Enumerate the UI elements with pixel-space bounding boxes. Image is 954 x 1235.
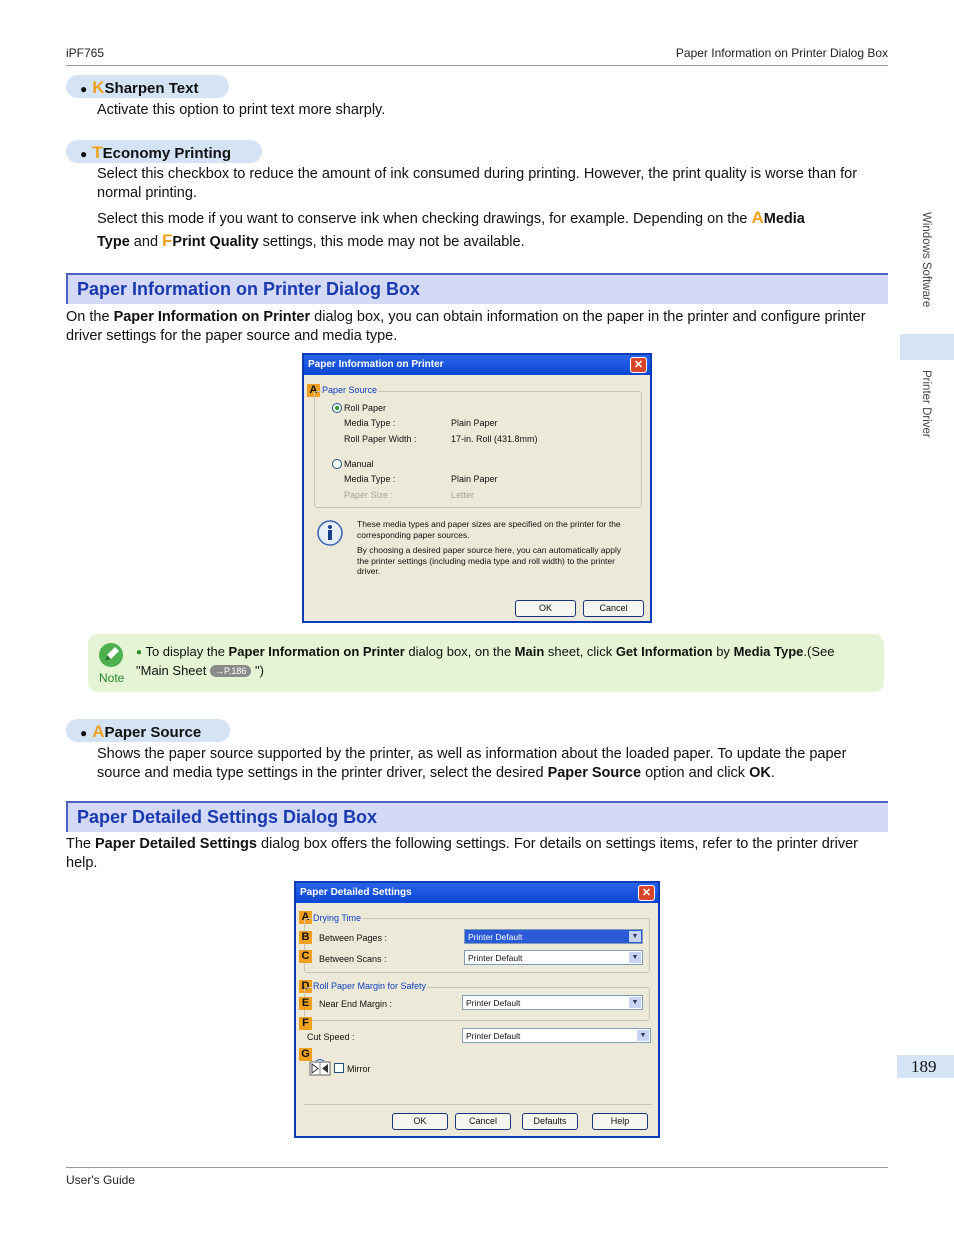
mirror-label: Mirror xyxy=(347,1064,371,1074)
item-letter: K xyxy=(92,78,105,97)
page-number-tab xyxy=(897,1055,954,1078)
callout-label-b: B xyxy=(299,931,312,944)
paper-source-desc: Shows the paper source supported by the printer, as well as information about the loaded paper. To update the paper source and media type settings in the printer driver, select the desired Paper Source option and click OK. xyxy=(97,746,847,781)
economy-desc-1: Select this checkbox to reduce the amount of ink consumed during printing. However, the print quality is worse than for normal printing. xyxy=(97,166,858,201)
item-label: Paper Source xyxy=(104,724,202,741)
note-box xyxy=(88,634,884,692)
page-number: 189 xyxy=(911,1057,937,1076)
manual-media-type-label: Media Type : xyxy=(344,474,396,484)
cancel-button[interactable]: Cancel xyxy=(455,1113,511,1130)
page-reference-link[interactable]: →P.186 xyxy=(210,665,251,677)
mirror-icon xyxy=(309,1059,331,1077)
section1-intro: On the Paper Information on Printer dialog box, you can obtain information on the paper in the printer and configure printer driver settings for the paper source and media type. xyxy=(66,309,866,344)
cancel-button[interactable]: Cancel xyxy=(583,600,644,617)
ok-button[interactable]: OK xyxy=(515,600,576,617)
sharpen-desc: Activate this option to print text more sharply. xyxy=(97,102,386,118)
paper-size-value: Letter xyxy=(451,490,475,500)
dialog-title: Paper Information on Printer xyxy=(304,355,650,375)
roll-paper-radio[interactable] xyxy=(332,403,342,413)
paper-information-dialog xyxy=(302,353,652,623)
note-text: ● To display the Paper Information on Printer dialog box, on the Main sheet, click Get Information by Media Type.(See "Main Sheet →P.186 ") xyxy=(136,644,835,678)
item-paper-source: ● APaper Source xyxy=(66,719,230,742)
item-letter: A xyxy=(92,722,105,741)
item-economy-printing: ● TEconomy Printing xyxy=(66,140,262,163)
footer-rule xyxy=(66,1167,888,1168)
side-tab-marker xyxy=(900,334,954,360)
section-heading-paper-detailed-settings: Paper Detailed Settings Dialog Box xyxy=(66,801,888,832)
close-icon[interactable]: ✕ xyxy=(638,885,655,901)
dialog-title: Paper Detailed Settings xyxy=(296,883,658,903)
note-pencil-icon xyxy=(98,642,124,668)
roll-paper-label: Roll Paper xyxy=(344,403,387,413)
note-label: Note xyxy=(99,671,125,685)
near-end-margin-select[interactable]: Printer Default ▼ xyxy=(462,995,643,1010)
chevron-down-icon: ▼ xyxy=(637,1030,649,1041)
callout-label-f: F xyxy=(299,1017,312,1030)
item-sharpen-text: ● KSharpen Text xyxy=(66,75,229,98)
side-tab-windows-software: Windows Software xyxy=(920,212,932,308)
defaults-button[interactable]: Defaults xyxy=(522,1113,578,1130)
economy-desc-2: Select this mode if you want to conserve ink when checking drawings, for example. Depending on the AMedia Type and FPrint Quality settings, this mode may not be available. xyxy=(97,208,805,250)
help-button[interactable]: Help xyxy=(592,1113,648,1130)
close-icon[interactable]: ✕ xyxy=(630,357,647,373)
manual-label: Manual xyxy=(344,459,374,469)
header-model: iPF765 xyxy=(66,46,105,60)
cut-speed-label: Cut Speed : xyxy=(307,1032,355,1042)
manual-radio[interactable] xyxy=(332,459,342,469)
item-label: Economy Printing xyxy=(102,145,231,162)
callout-label-a: A xyxy=(307,384,320,397)
ok-button[interactable]: OK xyxy=(392,1113,448,1130)
info-text-2: By choosing a desired paper source here, you can automatically apply the printer settings (including media type and roll width) to the printer driver. xyxy=(357,545,622,576)
manual-media-type-value: Plain Paper xyxy=(451,474,498,484)
header-rule xyxy=(66,65,888,66)
chevron-down-icon: ▼ xyxy=(629,997,641,1008)
item-label: Sharpen Text xyxy=(104,80,199,97)
footer-guide: User's Guide xyxy=(66,1173,135,1187)
paper-source-group-label: Paper Source xyxy=(322,385,378,395)
section-heading-paper-information: Paper Information on Printer Dialog Box xyxy=(66,273,888,304)
margin-group-label: Roll Paper Margin for Safety xyxy=(313,981,427,991)
divider xyxy=(304,1104,652,1105)
callout-label-d: D xyxy=(299,980,312,993)
info-icon xyxy=(316,519,344,547)
between-pages-select[interactable]: Printer Default ▼ xyxy=(464,929,643,944)
media-type-value: Plain Paper xyxy=(451,418,498,428)
callout-label-e: E xyxy=(299,997,312,1010)
between-scans-label: Between Scans : xyxy=(319,954,387,964)
roll-width-value: 17-in. Roll (431.8mm) xyxy=(451,434,538,444)
paper-size-label: Paper Size : xyxy=(344,490,394,500)
cut-speed-select[interactable]: Printer Default ▼ xyxy=(462,1028,651,1043)
near-end-margin-label: Near End Margin : xyxy=(319,999,393,1009)
callout-label-c: C xyxy=(299,950,312,963)
roll-width-label: Roll Paper Width : xyxy=(344,434,417,444)
chevron-down-icon: ▼ xyxy=(629,952,641,963)
chevron-down-icon: ▼ xyxy=(629,931,641,942)
media-type-label: Media Type : xyxy=(344,418,396,428)
header-section-title: Paper Information on Printer Dialog Box xyxy=(675,46,888,60)
side-tab-printer-driver: Printer Driver xyxy=(920,370,932,438)
info-text-1: These media types and paper sizes are specified on the printer for the corresponding paper sources. xyxy=(357,519,621,540)
drying-time-label: Drying Time xyxy=(313,913,362,923)
between-scans-select[interactable]: Printer Default ▼ xyxy=(464,950,643,965)
callout-label-a: A xyxy=(299,911,312,924)
callout-label-g: G xyxy=(299,1048,312,1061)
section2-intro: The Paper Detailed Settings dialog box offers the following settings. For details on settings items, refer to the printer driver help. xyxy=(66,836,858,871)
between-pages-label: Between Pages : xyxy=(319,933,388,943)
paper-detailed-settings-dialog xyxy=(294,881,660,1138)
mirror-checkbox[interactable] xyxy=(334,1063,344,1073)
item-letter: T xyxy=(92,143,103,162)
